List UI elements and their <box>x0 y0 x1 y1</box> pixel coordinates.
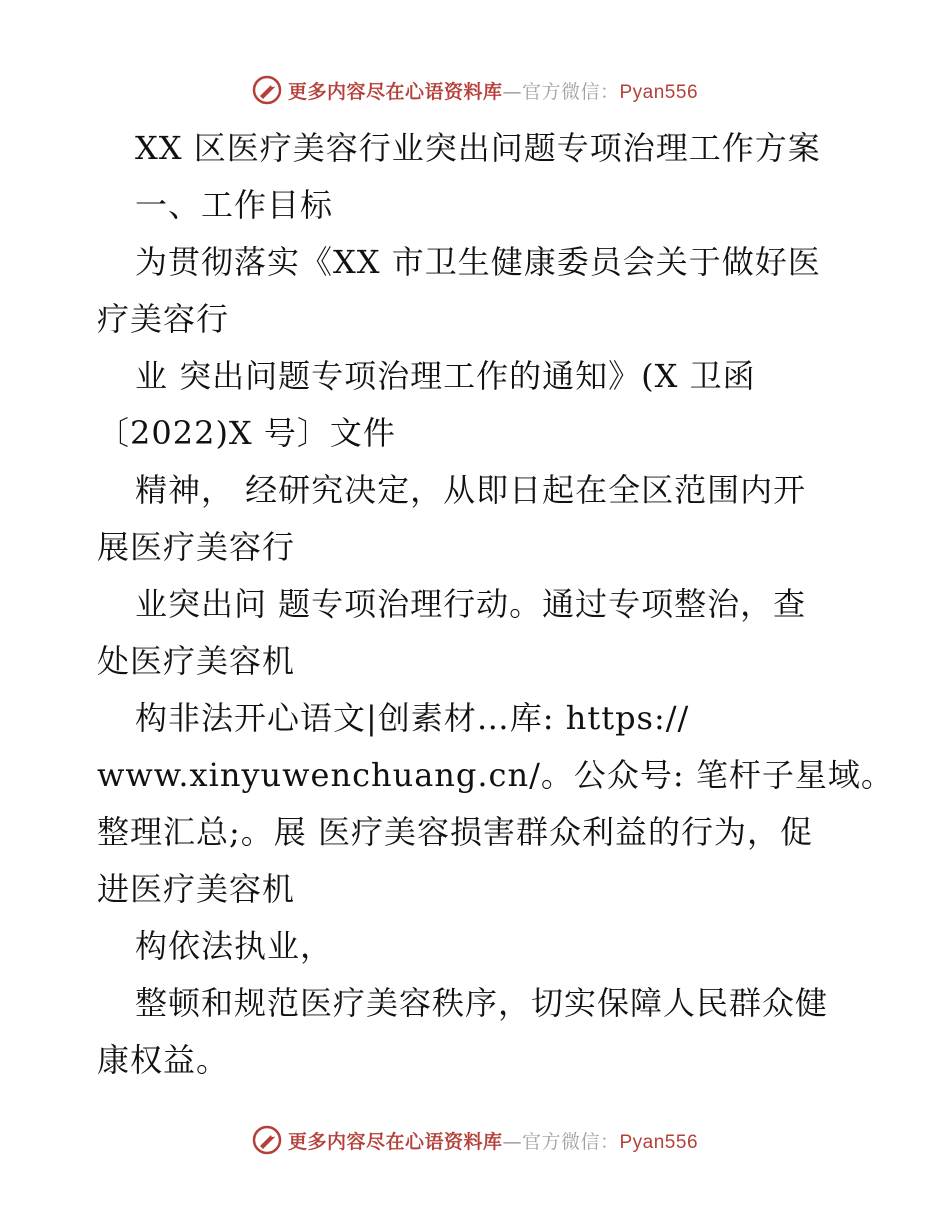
paragraph-line: 疗美容行 <box>97 300 230 338</box>
paragraph-line: 业突出问 题专项治理行动。通过专项整治，查 <box>135 585 807 623</box>
pen-circle-logo-icon <box>252 75 282 105</box>
header-banner-text <box>288 77 698 104</box>
paragraph-line: 整理汇总;。展 医疗美容损害群众利益的行为，促 <box>97 813 813 851</box>
header-banner <box>0 70 950 110</box>
section-heading: 一、工作目标 <box>135 186 334 224</box>
footer-banner-dash: — <box>502 1130 522 1153</box>
paragraph-line: 展医疗美容行 <box>97 528 296 566</box>
paragraph-line: www.xinyuwenchuang.cn/。公众号: 笔杆子星域。 <box>97 756 894 794</box>
header-banner-wechat-label: 官方微信： <box>521 80 620 103</box>
footer-banner-wechat-id: Pyan556 <box>619 1131 699 1153</box>
paragraph-line: 处医疗美容机 <box>97 642 296 680</box>
paragraph-line: 为贯彻落实《XX 市卫生健康委员会关于做好医 <box>135 243 821 281</box>
footer-banner-title: 更多内容尽在心语资料库 <box>287 1130 503 1153</box>
header-banner-dash: — <box>502 80 522 103</box>
paragraph-line: 构依法执业， <box>135 927 334 965</box>
paragraph-line: 〔2022)X 号〕文件 <box>97 414 396 452</box>
paragraph-line: 进医疗美容机 <box>97 870 296 908</box>
paragraph-line: 精神， 经研究决定，从即日起在全区范围内开 <box>135 471 807 509</box>
document-title: XX 区医疗美容行业突出问题专项治理工作方案 <box>135 129 821 167</box>
footer-banner-wechat-label: 官方微信： <box>521 1130 620 1153</box>
paragraph-line: 构非法开心语文|创素材…库: https:// <box>135 699 690 737</box>
paragraph-line: 整顿和规范医疗美容秩序，切实保障人民群众健 <box>135 984 829 1022</box>
footer-banner <box>0 1120 950 1160</box>
document-body <box>97 120 894 1089</box>
header-banner-title: 更多内容尽在心语资料库 <box>287 80 503 103</box>
paragraph-line: 康权益。 <box>97 1041 230 1079</box>
paragraph-line: 业 突出问题专项治理工作的通知》(X 卫函 <box>135 357 756 395</box>
header-banner-wechat-id: Pyan556 <box>619 81 699 103</box>
pen-circle-logo-icon <box>252 1125 282 1155</box>
footer-banner-text <box>288 1127 698 1154</box>
